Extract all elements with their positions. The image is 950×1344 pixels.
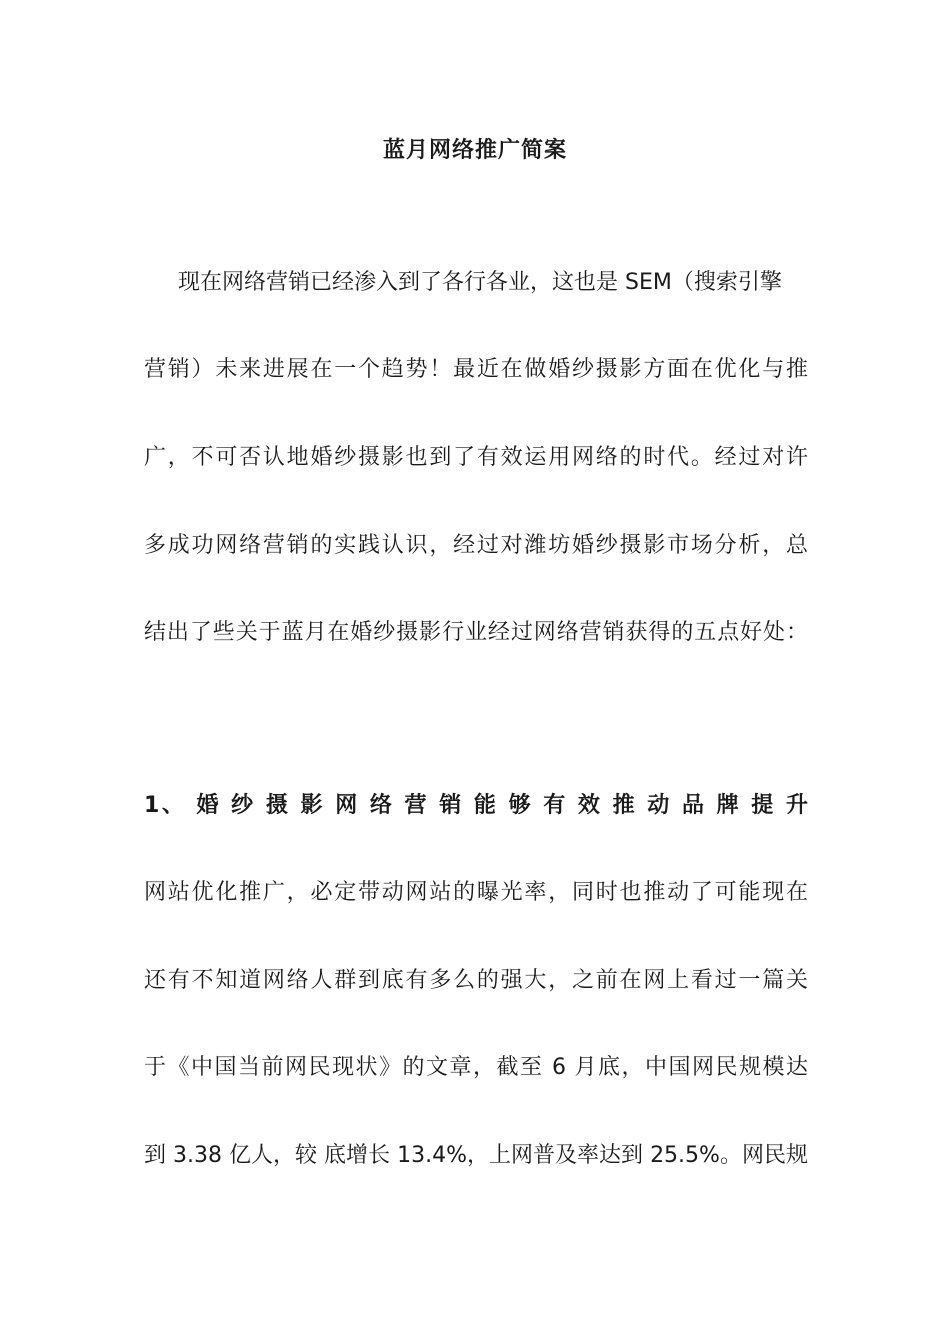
- paragraph-line: 网站优化推广，必定带动网站的曝光率，同时也推动了可能现在: [144, 880, 808, 905]
- intro-line: 营销）未来进展在一个趋势！最近在做婚纱摄影方面在优化与推: [144, 357, 808, 382]
- intro-line: 多成功网络营销的实践认识，经过对潍坊婚纱摄影市场分析，总: [144, 533, 808, 558]
- intro-line: 结出了些关于蓝月在婚纱摄影行业经过网络营销获得的五点好处：: [144, 620, 808, 645]
- paragraph-line: 还有不知道网络人群到底有多么的强大，之前在网上看过一篇关: [144, 968, 808, 993]
- intro-line: 现在网络营销已经渗入到了各行各业，这也是 SEM（搜索引擎: [178, 270, 782, 295]
- paragraph-line: 到 3.38 亿人，较 底增长 13.4%，上网普及率达到 25.5%。网民规: [144, 1143, 808, 1168]
- document-title: 蓝月网络推广简案: [382, 138, 567, 163]
- section-heading: 1、 婚 纱 摄 影 网 络 营 销 能 够 有 效 推 动 品 牌 提 升: [144, 793, 808, 818]
- intro-line: 广，不可否认地婚纱摄影也到了有效运用网络的时代。经过对许: [144, 445, 808, 470]
- paragraph-line: 于《中国当前网民现状》的文章，截至 6 月底，中国网民规模达: [144, 1055, 808, 1080]
